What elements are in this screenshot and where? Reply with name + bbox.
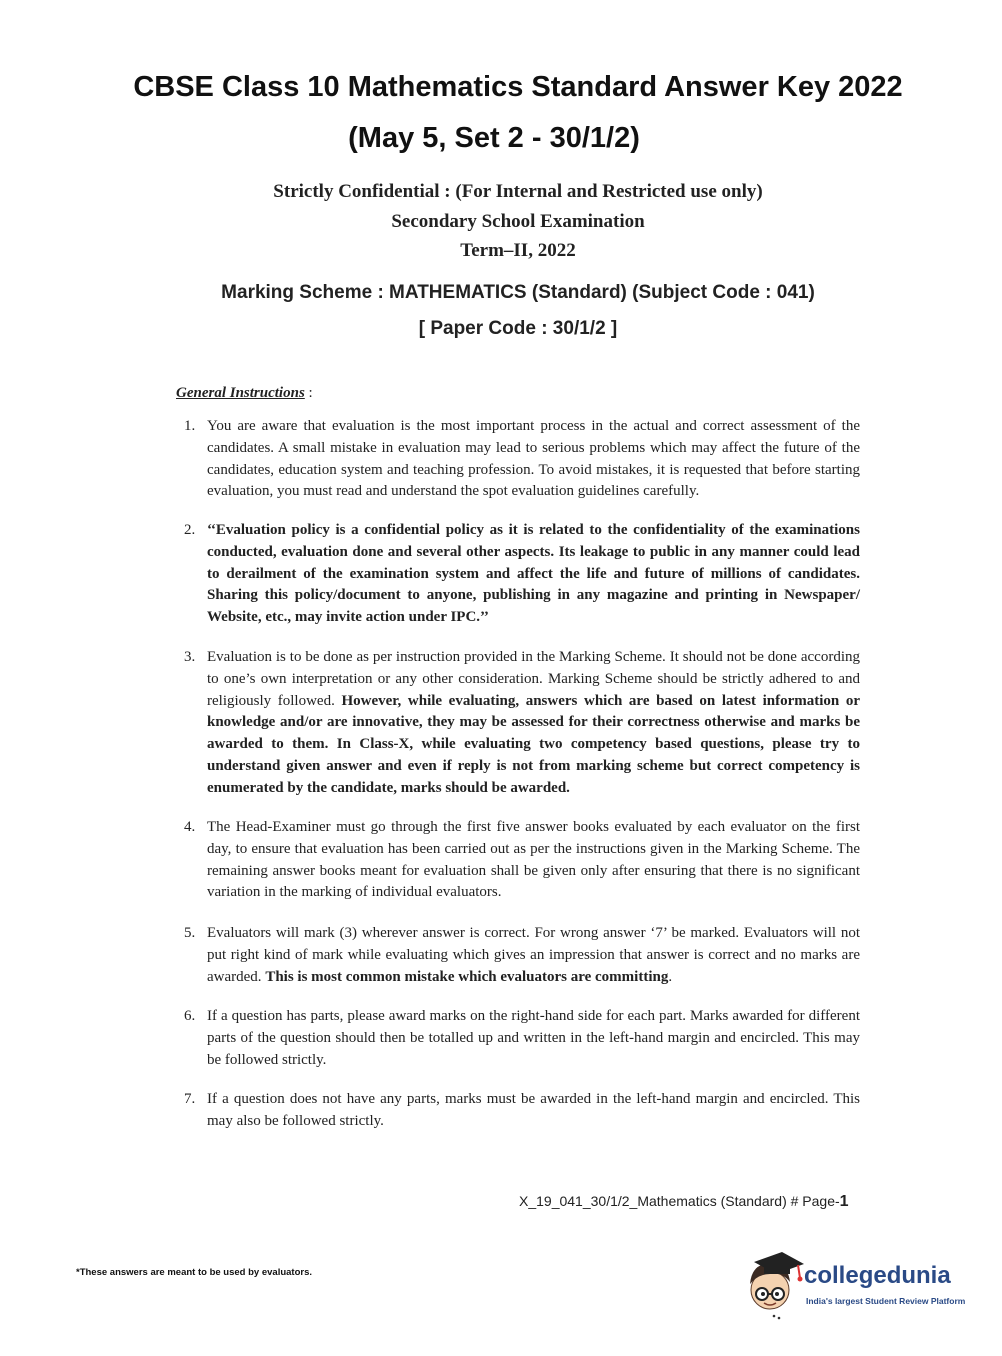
instruction-number: 4. [184,819,196,835]
instruction-number: 6. [184,1008,196,1024]
instruction-number: 7. [184,1091,196,1107]
document-subtitle: (May 5, Set 2 - 30/1/2) [348,122,640,154]
instruction-item [176,520,860,629]
instruction-item [176,817,860,904]
confidential-notice: Strictly Confidential : (For Internal and Restricted use only) [273,181,763,202]
paper-file-code: X_19_041_30/1/2_Mathematics (Standard) # Page- [519,1193,840,1209]
instruction-text [207,647,860,800]
brand-name: collegedunia [804,1262,951,1289]
instructions-heading [176,385,313,402]
instruction-number: 5. [184,925,196,941]
instruction-text: If a question has parts, please award marks on the right-hand side for each part. Marks awarded for different parts of the question should then be totalled up and written in the left-hand margin and encircled. This may be followed strictly. [207,1008,860,1068]
instruction-number: 3. [184,649,196,665]
brand-tagline: India's largest Student Review Platform [806,1296,966,1306]
instruction-text: You are aware that evaluation is the most important process in the actual and correct assessment of the candidates. A small mistake in evaluation may lead to serious problems which may affect the future of the candidates, education system and teaching profession. To avoid mistakes, it is requested that before starting evaluation, you must read and understand the spot evaluation guidelines carefully. [207,418,860,500]
instruction-text-tail: . [668,968,673,985]
exam-term: Term–II, 2022 [460,240,576,261]
instruction-text: ‘‘Evaluation policy is a confidential policy as it is related to the confidentiality of the examinations conducted, evaluation done and several other aspects. Its leakage to public in any manner could lead to derailment of the examination system and affect the life and future of millions of candidates. Sharing this policy/document to anyone, publishing in any magazine and printing in Newspaper/ Website, etc., may invite action under IPC.’’ [207,522,860,626]
paper-code: [ Paper Code : 30/1/2 ] [418,318,618,339]
instruction-text-regular: Evaluators will mark (3) wherever answer is correct. For wrong answer ‘7’ be marked. Evaluators will not put right kind of mark while evaluating which gives an impression that answer is correct and no marks are awarded. [207,925,860,985]
instruction-text-bold: However, while evaluating, answers which are based on latest information or knowledge and/or are innovative, they may be assessed for their correctness otherwise and marks be awarded to them. In Class-X, while evaluating two competency based questions, please try to understand given answer and even if reply is not from marking scheme but correct competency is enumerated by the candidate, marks should be awarded. [207,692,861,796]
exam-name: Secondary School Examination [391,211,645,232]
instructions-heading-label: General Instructions [176,385,305,401]
instruction-item [176,647,860,800]
instruction-item [176,416,860,503]
page-number: 1 [839,1193,849,1210]
instruction-number: 2. [184,522,196,538]
instruction-text-regular: Evaluation is to be done as per instruction provided in the Marking Scheme. It should not be done according to one’s own interpretation or any other consideration. Marking Scheme should be strictly adhered to and religiously followed. [207,649,860,709]
instruction-text [207,923,860,988]
instruction-text-bold: This is most common mistake which evaluators are committing [265,968,669,985]
instruction-text: If a question does not have any parts, marks must be awarded in the left-hand margin and encircled. This may also be followed strictly. [207,1091,860,1129]
instruction-text: The Head-Examiner must go through the first five answer books evaluated by each evaluator on the first day, to ensure that evaluation has been carried out as per the instructions given in the Marking Scheme. The remaining answer books meant for evaluation shall be given only after ensuring that there is no significant variation in the marking of individual evaluators. [207,819,860,901]
instruction-item [176,923,860,988]
instruction-item [176,1089,860,1133]
instructions-heading-colon: : [304,385,313,401]
marking-scheme-heading: Marking Scheme : MATHEMATICS (Standard) (Subject Code : 041) [221,282,815,303]
instruction-number: 1. [184,418,196,434]
page-footer [519,1193,849,1211]
evaluator-disclaimer: *These answers are meant to be used by evaluators. [76,1267,313,1278]
instruction-item [176,1006,860,1071]
document-title: CBSE Class 10 Mathematics Standard Answer Key 2022 [133,71,903,103]
